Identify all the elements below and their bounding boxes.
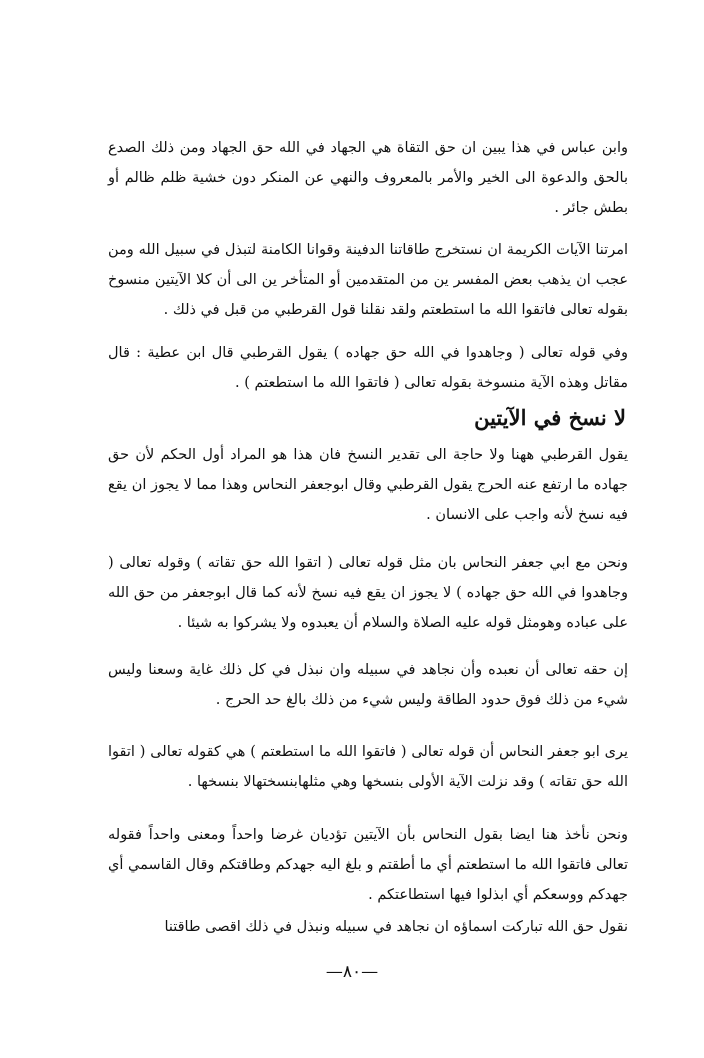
paragraph-4: يقول القرطبي ههنا ولا حاجة الى تقدير النسخ فان هذا هو المراد أول الحكم لأن حق جهاده ما ارتفع عنه الحرج يقول القرطبي وقال ابوجعفر النحاس وهذا مما لا يجوز ان يقع فيه نسخ لأنه واجب على الانسان . — [108, 447, 628, 523]
paragraph-8: ونحن نأخذ هنا ايضا بقول النحاس بأن الآيتين تؤديان غرضا واحداً ومعنى واحداً فقوله تعالى فاتقوا الله ما استطعتم أي ما أطقتم و بلغ اليه جهدكم وطاقتكم وقال القاسمي أي جهدكم ووسعكم أي ابذلوا فيها استطاعتكم . — [108, 827, 628, 903]
paragraph-1: وابن عباس في هذا يبين ان حق التقاة هي الجهاد في الله حق الجهاد ومن ذلك الصدع بالحق والدعوة الى الخير والأمر بالمعروف والنهي عن المنكر دون خشية ظلم ظالم أو بطش جائر . — [108, 140, 628, 216]
paragraph-5: ونحن مع ابي جعفر النحاس بان مثل قوله تعالى ( اتقوا الله حق تقاته ) وقوله تعالى ( وجاهدوا في الله حق جهاده ) لا يجوز ان يقع فيه نسخ لأنه كما قال ابوجعفر من حق الله على عباده وهومثل قوله عليه الصلاة والسلام أن يعبدوه ولا يشركوا به شيئا . — [108, 555, 628, 631]
section-heading: لا نسخ في الآيتين — [474, 405, 626, 430]
page-number: —٨٠— — [325, 962, 379, 982]
paragraph-6: إن حقه تعالى أن نعبده وأن نجاهد في سبيله وان نبذل في كل ذلك غاية وسعنا وليس شيء من ذلك فوق حدود الطاقة وليس شيء من ذلك بالغ حد الحرج . — [108, 662, 628, 708]
paragraph-9: نقول حق الله تباركت اسماؤه ان نجاهد في سبيله ونبذل في ذلك اقصى طاقتنا — [164, 919, 628, 935]
paragraph-3: وفي قوله تعالى ( وجاهدوا في الله حق جهاده ) يقول القرطبي قال ابن عطية : قال مقاتل وهذه الآية منسوخة بقوله تعالى ( فاتقوا الله ما استطعتم ) . — [108, 345, 628, 391]
paragraph-2: امرتنا الآيات الكريمة ان نستخرج طاقاتنا الدفينة وقوانا الكامنة لتبذل في سبيل الله ومن عجب ان يذهب بعض المفسر ين من المتقدمين أو المتأخر ين الى أن كلا الآيتين منسوخ بقوله تعالى فاتقوا الله ما استطعتم ولقد نقلنا قول القرطبي من قبل في ذلك . — [108, 242, 628, 318]
paragraph-7: يرى ابو جعفر النحاس أن قوله تعالى ( فاتقوا الله ما استطعتم ) هي كقوله تعالى ( اتقوا الله حق تقاته ) وقد نزلت الآية الأولى بنسخها وهي مثلهابنسختهالا بنسخها . — [108, 744, 628, 790]
